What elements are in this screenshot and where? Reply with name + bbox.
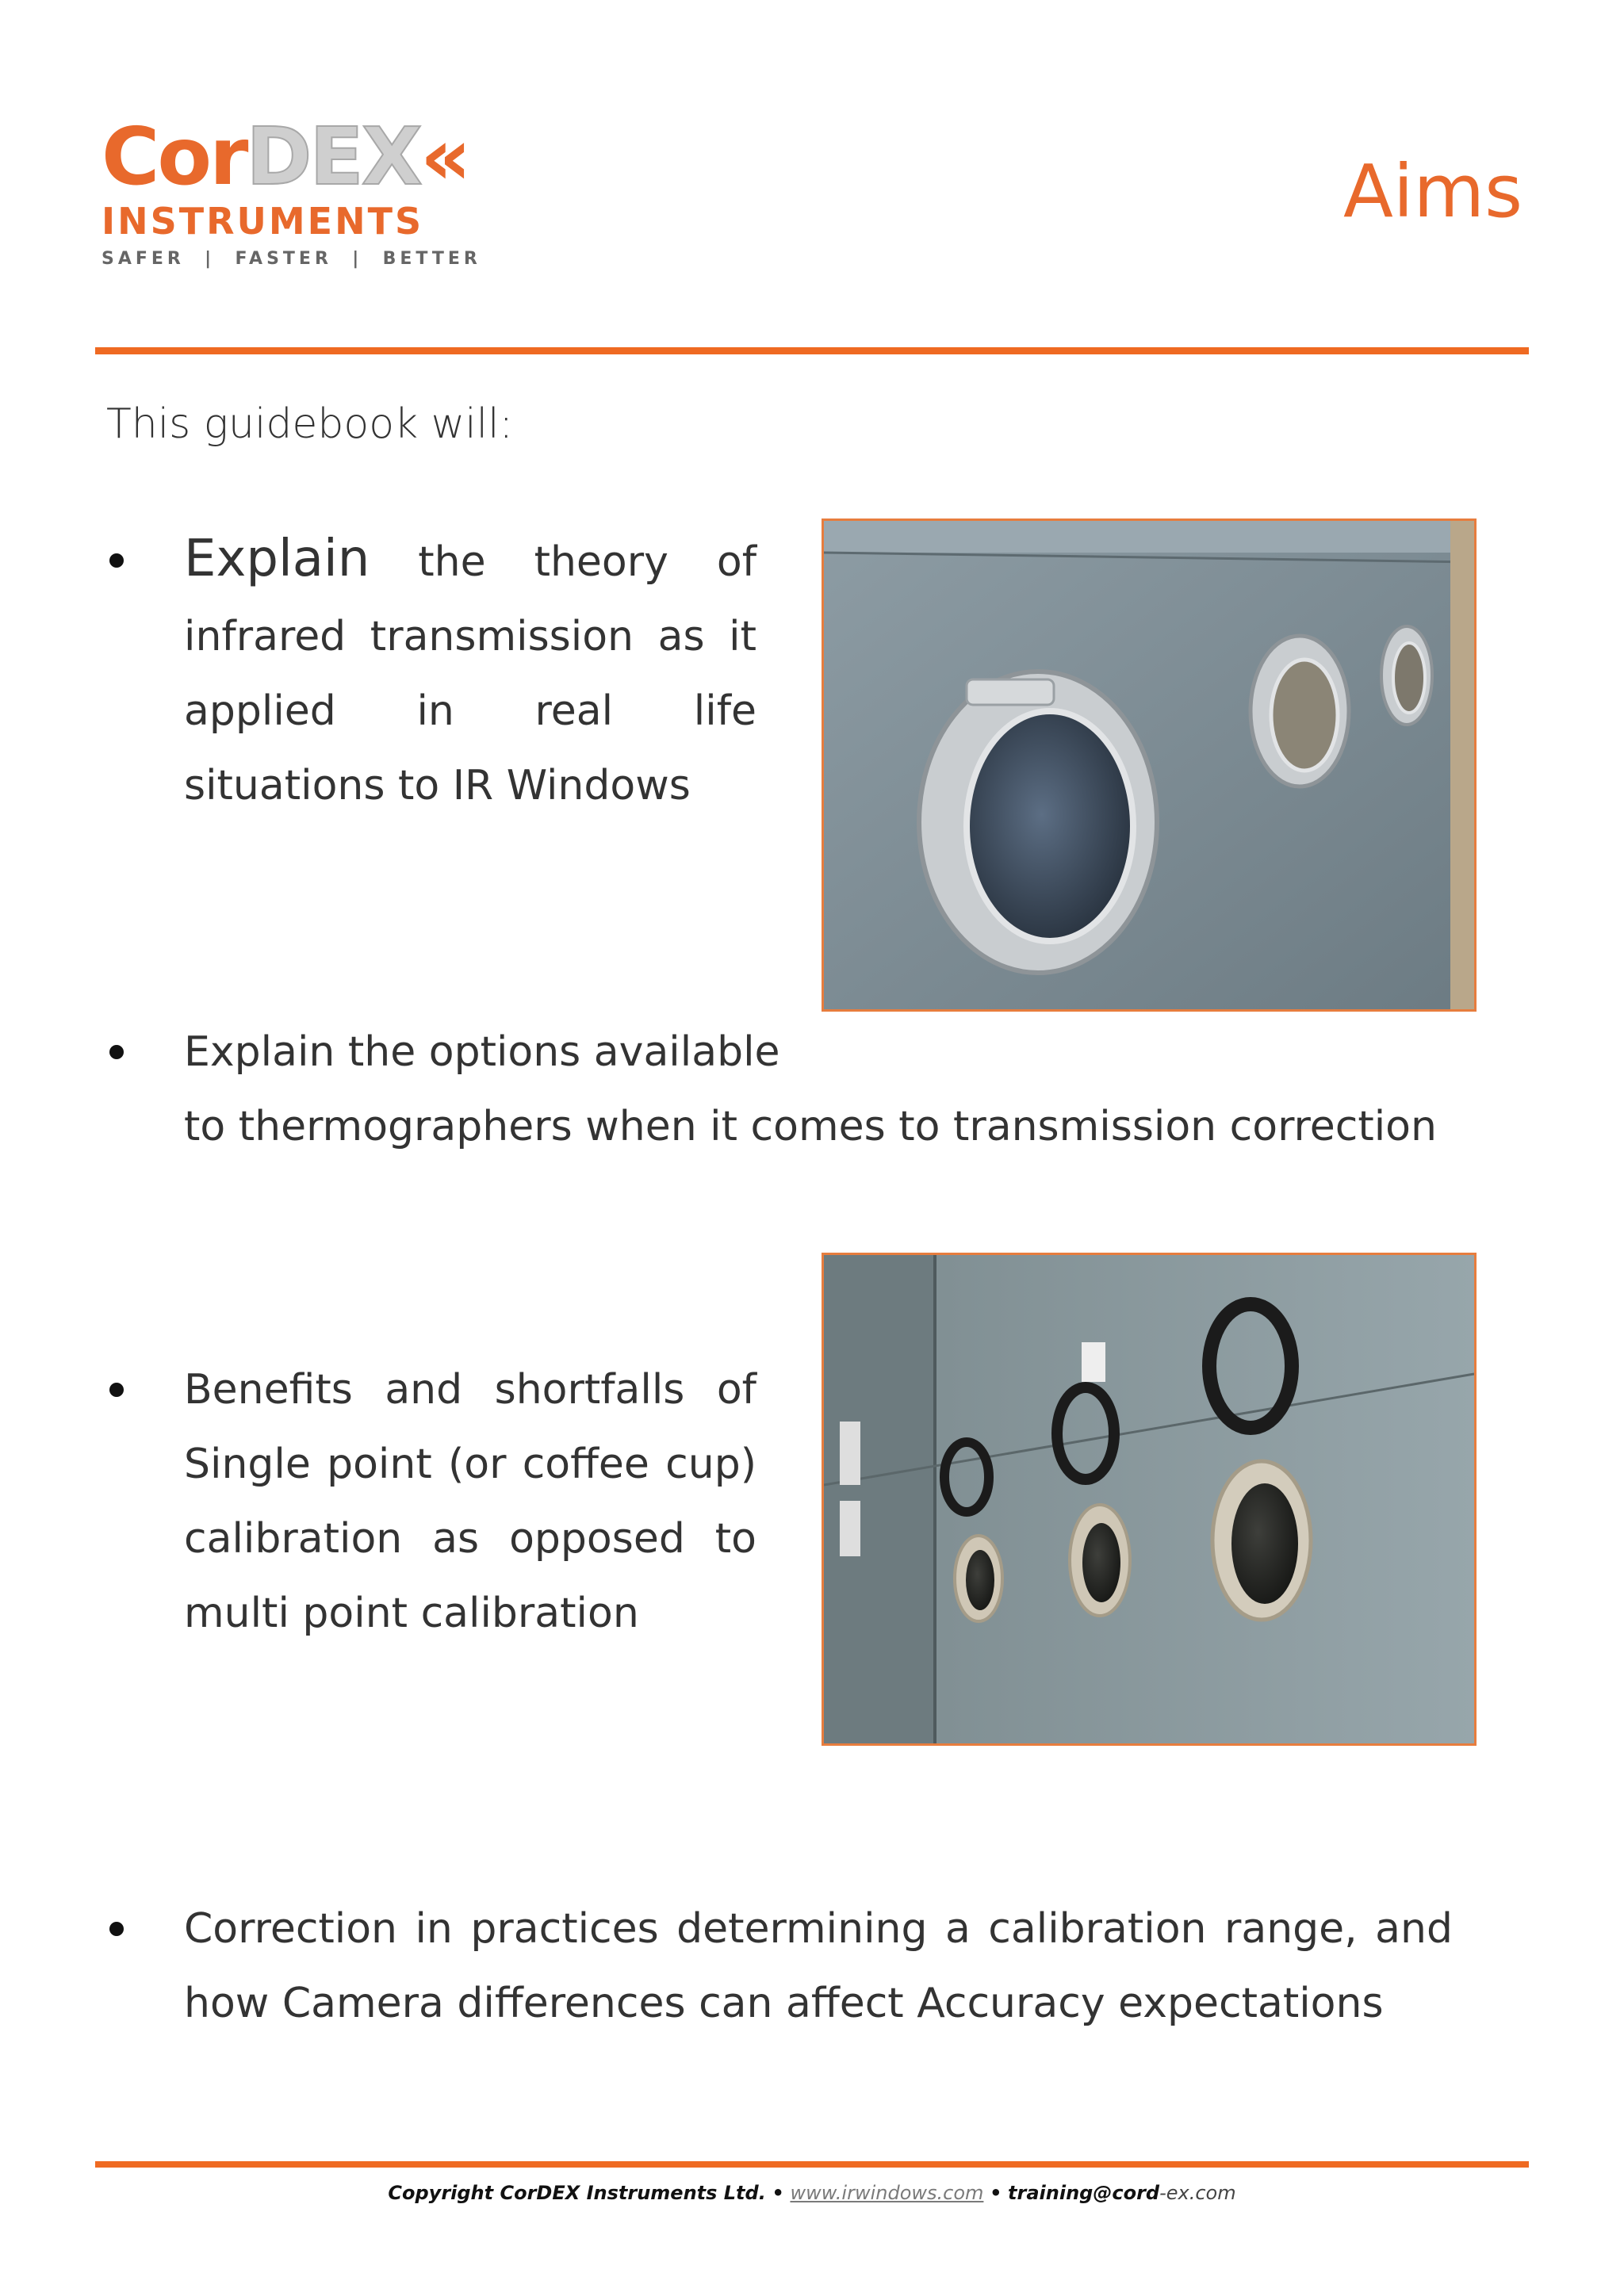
bullet-1-lead: Explain	[184, 530, 370, 588]
header-divider	[95, 347, 1529, 354]
footer	[0, 2182, 1624, 2204]
logo-wordmark	[102, 110, 530, 203]
bullet-1-body: the theory of infrared transmission as it applied in real life situations to IR Windows	[184, 538, 756, 809]
bullet-2-line2: to thermographers when it comes to transmission correction	[184, 1103, 1437, 1150]
ir-window-photo-2	[822, 1253, 1477, 1746]
bullet-icon	[109, 1045, 124, 1059]
bullet-3-text: Benefits and shortfalls of Single point (or coffee cup) calibration as opposed to multi point calibration	[184, 1366, 756, 1637]
footer-website-link[interactable]: www.irwindows.com	[790, 2182, 984, 2204]
bullet-icon	[109, 1922, 124, 1936]
bullet-2-line1: Explain the options available	[184, 1028, 780, 1076]
ir-window-photo-1	[822, 519, 1477, 1012]
ir-window-photo-2-image	[824, 1255, 1474, 1743]
footer-divider	[95, 2161, 1529, 2168]
bullet-4-text: Correction in practices determining a calibration range, and how Camera differences can affect Accuracy expectations	[184, 1905, 1453, 2027]
logo-cor: Cor	[102, 110, 247, 203]
bullet-icon	[109, 553, 124, 568]
footer-email-rest[interactable]: -ex.com	[1159, 2182, 1236, 2204]
company-logo	[102, 110, 530, 276]
footer-separator: •	[772, 2182, 784, 2204]
intro-text: This guidebook will:	[106, 400, 514, 448]
logo-subtitle: INSTRUMENTS	[102, 200, 424, 243]
page-title: Aims	[1342, 149, 1522, 234]
footer-copyright: Copyright CorDEX Instruments Ltd.	[388, 2182, 766, 2204]
footer-email-bold[interactable]: training@cord	[1008, 2182, 1160, 2204]
bullet-2-text	[184, 1015, 1484, 1164]
logo-tagline: SAFER | FASTER | BETTER	[102, 249, 481, 269]
logo-dex: DEX	[246, 110, 420, 203]
ir-window-photo-1-image	[824, 521, 1474, 1009]
logo-chevron-icon: «	[419, 110, 469, 203]
footer-separator: •	[990, 2182, 1002, 2204]
bullet-icon	[109, 1383, 124, 1397]
bullet-1-text	[184, 522, 756, 823]
